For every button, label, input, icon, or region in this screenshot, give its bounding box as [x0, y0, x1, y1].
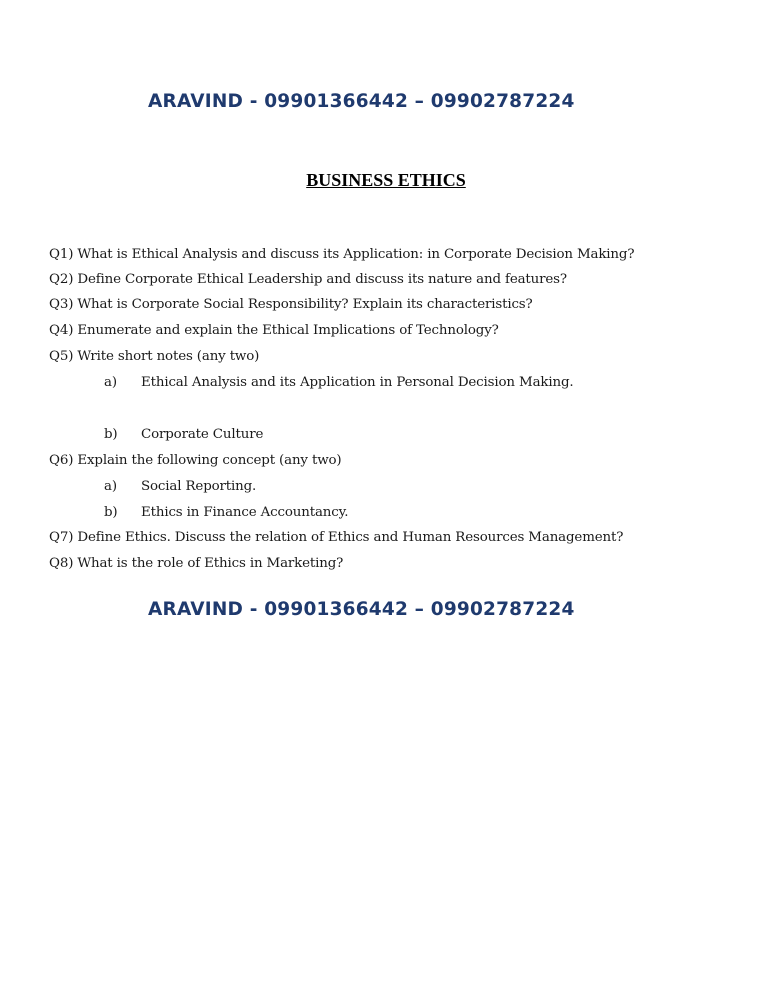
- question-3: Q3) What is Corporate Social Responsibility? Explain its characteristics?: [49, 297, 533, 312]
- q6-item-a: [104, 479, 256, 494]
- question-5: Q5) Write short notes (any two): [49, 349, 260, 364]
- list-item-text: Social Reporting.: [141, 479, 257, 494]
- header-contact-banner: ARAVIND - 09901366442 – 09902787224: [148, 91, 575, 112]
- q5-item-b: [104, 427, 263, 442]
- question-4: Q4) Enumerate and explain the Ethical Implications of Technology?: [49, 323, 499, 338]
- footer-contact-banner: ARAVIND - 09901366442 – 09902787224: [148, 599, 575, 620]
- question-7: Q7) Define Ethics. Discuss the relation of Ethics and Human Resources Management?: [49, 530, 624, 545]
- list-marker: b): [104, 427, 118, 442]
- question-6: Q6) Explain the following concept (any two): [49, 453, 342, 468]
- list-marker: b): [104, 505, 118, 520]
- question-1: Q1) What is Ethical Analysis and discuss its Application: in Corporate Decision Making?: [49, 247, 635, 262]
- list-item-text: Ethics in Finance Accountancy.: [141, 505, 349, 520]
- list-item-text: Corporate Culture: [141, 427, 264, 442]
- document-title: BUSINESS ETHICS: [306, 170, 466, 190]
- list-marker: a): [104, 479, 117, 494]
- q6-item-b: [104, 505, 348, 520]
- list-item-text: Ethical Analysis and its Application in Personal Decision Making.: [141, 375, 574, 390]
- question-8: Q8) What is the role of Ethics in Marketing?: [49, 556, 344, 571]
- list-marker: a): [104, 375, 117, 390]
- question-2: Q2) Define Corporate Ethical Leadership and discuss its nature and features?: [49, 272, 567, 287]
- q5-item-a: [104, 375, 574, 390]
